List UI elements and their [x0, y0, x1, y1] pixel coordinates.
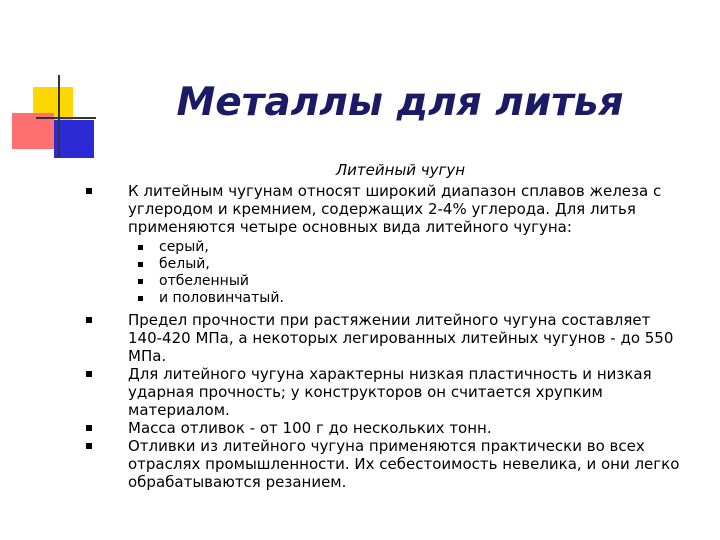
list-item-text: Масса отливок - от 100 г до нескольких тонн.: [128, 419, 492, 437]
horizontal-line: [36, 117, 96, 119]
sub-item-text: белый,: [159, 256, 210, 272]
list-item-text: Отливки из литейного чугуна применяются практически во всех отраслях промышленности. Их себестоимость невелика, и они легко обрабатываются резанием.: [128, 437, 680, 491]
list-item-text: Предел прочности при растяжении литейного чугуна составляет 140-420 МПа, а некоторых легированных литейных чугунов - до 550 МПа.: [128, 311, 674, 365]
list-item: [86, 311, 686, 365]
slide-subtitle: Литейный чугун: [335, 161, 466, 179]
bullet-icon: [86, 425, 92, 431]
slide-title: Металлы для литья: [176, 80, 624, 125]
bullet-icon: [86, 443, 92, 449]
sub-list-item: [86, 239, 686, 256]
list-item: [86, 365, 686, 419]
sub-item-text: серый,: [159, 239, 209, 255]
blue-square: [54, 120, 94, 158]
list-item: [86, 419, 686, 437]
sub-item-text: и половинчатый.: [159, 290, 284, 306]
bullet-icon: [86, 188, 92, 194]
sub-item-text: отбеленный: [159, 273, 249, 289]
sub-list-item: [86, 290, 686, 307]
list-item-text: Для литейного чугуна характерны низкая пластичность и низкая ударная прочность; у конструкторов он считается хрупким материалом.: [128, 365, 652, 419]
bullet-icon: [138, 245, 143, 250]
list-item-text: К литейным чугунам относят широкий диапазон сплавов железа с углеродом и кремнием, содержащих 2-4% углерода. Для литья применяются четыре основных вида литейного чугуна:: [128, 182, 662, 236]
bullet-icon: [138, 262, 143, 267]
sub-list-item: [86, 256, 686, 273]
bullet-list: [86, 182, 686, 491]
list-item: [86, 182, 686, 236]
bullet-icon: [138, 279, 143, 284]
decorative-logo: [0, 0, 110, 170]
sub-list: [86, 239, 686, 307]
list-item: [86, 437, 686, 491]
bullet-icon: [86, 371, 92, 377]
sub-list-item: [86, 273, 686, 290]
bullet-icon: [138, 296, 143, 301]
bullet-icon: [86, 317, 92, 323]
